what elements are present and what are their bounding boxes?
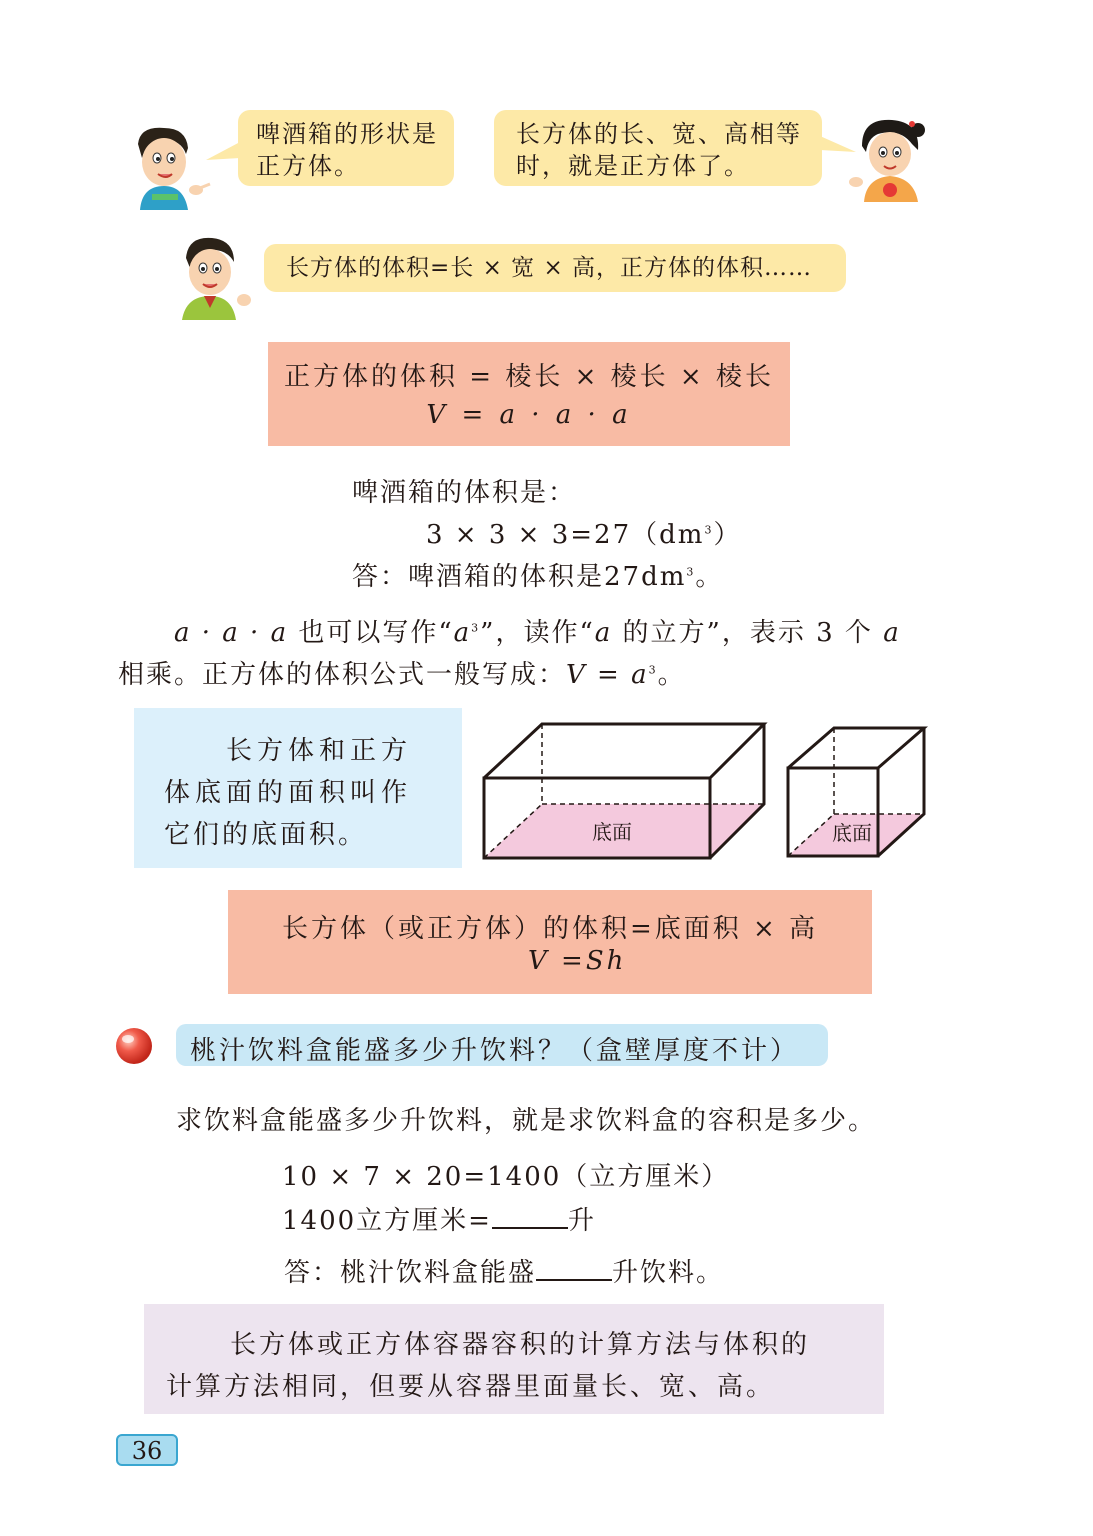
- paragraph-text: 相乘。正方体的体积公式一般写成：: [118, 660, 567, 690]
- paragraph-line: [174, 612, 901, 649]
- solution-conversion: [282, 1200, 596, 1237]
- page-number-tab: [116, 1434, 178, 1466]
- answer-blank[interactable]: [536, 1257, 612, 1281]
- calc-answer-end: 。: [695, 562, 724, 592]
- math-term: a: [453, 618, 472, 648]
- calc-expression-end: ）: [713, 520, 742, 550]
- girl-speech-bubble: [494, 110, 822, 186]
- math-term: a: [594, 618, 613, 648]
- calc-answer-main: 答：啤酒箱的体积是27dm: [352, 562, 687, 592]
- summary-box: [144, 1304, 884, 1414]
- solution-intro: 求饮料盒能盛多少升饮料，就是求饮料盒的容积是多少。: [176, 1106, 877, 1136]
- note-line: 它们的底面积。: [164, 820, 368, 850]
- answer-text: 答：桃汁饮料盒能盛: [284, 1258, 537, 1288]
- paragraph-line: [118, 654, 686, 691]
- question-banner: [176, 1024, 828, 1066]
- paragraph-text: ”，读作“: [480, 618, 595, 648]
- bubble-line: 啤酒箱的形状是: [256, 120, 438, 148]
- summary-line: 长方体或正方体容器容积的计算方法与体积的: [230, 1330, 811, 1360]
- question-text: 桃汁饮料盒能盛多少升饮料？（盒壁厚度不计）: [190, 1036, 800, 1066]
- cuboid-base-label: 底面: [592, 820, 632, 844]
- exponent: 3: [471, 621, 481, 635]
- summary-line: 计算方法相同，但要从容器里面量长、宽、高。: [166, 1372, 776, 1402]
- note-line: 长方体和正方: [226, 736, 413, 766]
- paragraph-text: 。: [657, 660, 686, 690]
- question-bullet-icon: [114, 1026, 154, 1066]
- paragraph-text: 也可以写作“: [298, 618, 454, 648]
- exponent: 3: [648, 663, 658, 677]
- math-term: a: [883, 618, 901, 648]
- exponent: 3: [704, 523, 714, 537]
- math-term: V = a: [566, 660, 649, 690]
- cube-figure: [782, 722, 930, 862]
- cuboid-figure: [478, 718, 770, 864]
- boy-character-icon: [176, 234, 258, 322]
- calc-answer: [352, 556, 723, 593]
- cube-volume-formula-box: [268, 342, 790, 446]
- page-number: 36: [131, 1437, 163, 1465]
- bubble-line: 时，就是正方体了。: [516, 152, 750, 180]
- boy-speech-bubble: [238, 110, 454, 186]
- boy-character-icon: [130, 124, 212, 214]
- paragraph-text: 的立方”，表示 3 个: [622, 618, 873, 648]
- solution-expression: 10 × 7 × 20=1400（立方厘米）: [282, 1162, 730, 1192]
- cuboid-volume-formula-box: [228, 890, 872, 994]
- note-line: 体底面的面积叫作: [164, 778, 413, 808]
- answer-text: 升饮料。: [612, 1258, 725, 1288]
- calc-expression-main: 3 × 3 × 3=27（dm: [426, 520, 705, 550]
- conversion-text: 1400立方厘米=: [282, 1206, 492, 1236]
- girl-character-icon: [848, 116, 932, 204]
- answer-blank[interactable]: [492, 1205, 568, 1229]
- formula-text: 正方体的体积 = 棱长 × 棱长 × 棱长: [284, 362, 774, 392]
- solution-answer: [284, 1252, 724, 1289]
- base-area-note-box: [134, 708, 462, 868]
- exponent: 3: [686, 565, 696, 579]
- boy-speech-bubble: [264, 244, 846, 292]
- conversion-unit: 升: [567, 1206, 596, 1236]
- formula-symbolic: V =Sh: [528, 946, 627, 976]
- calc-intro: 啤酒箱的体积是：: [352, 478, 577, 508]
- formula-symbolic: V = a · a · a: [426, 400, 632, 430]
- math-term: a · a · a: [174, 618, 289, 648]
- calc-expression: [426, 514, 741, 551]
- bubble-pointer: [206, 140, 240, 164]
- bubble-line: 长方体的体积=长 × 宽 × 高，正方体的体积……: [286, 255, 813, 281]
- bubble-line: 正方体。: [256, 152, 360, 180]
- formula-text: 长方体（或正方体）的体积=底面积 × 高: [281, 914, 819, 944]
- cube-base-label: 底面: [832, 821, 872, 845]
- bubble-line: 长方体的长、宽、高相等: [516, 120, 802, 148]
